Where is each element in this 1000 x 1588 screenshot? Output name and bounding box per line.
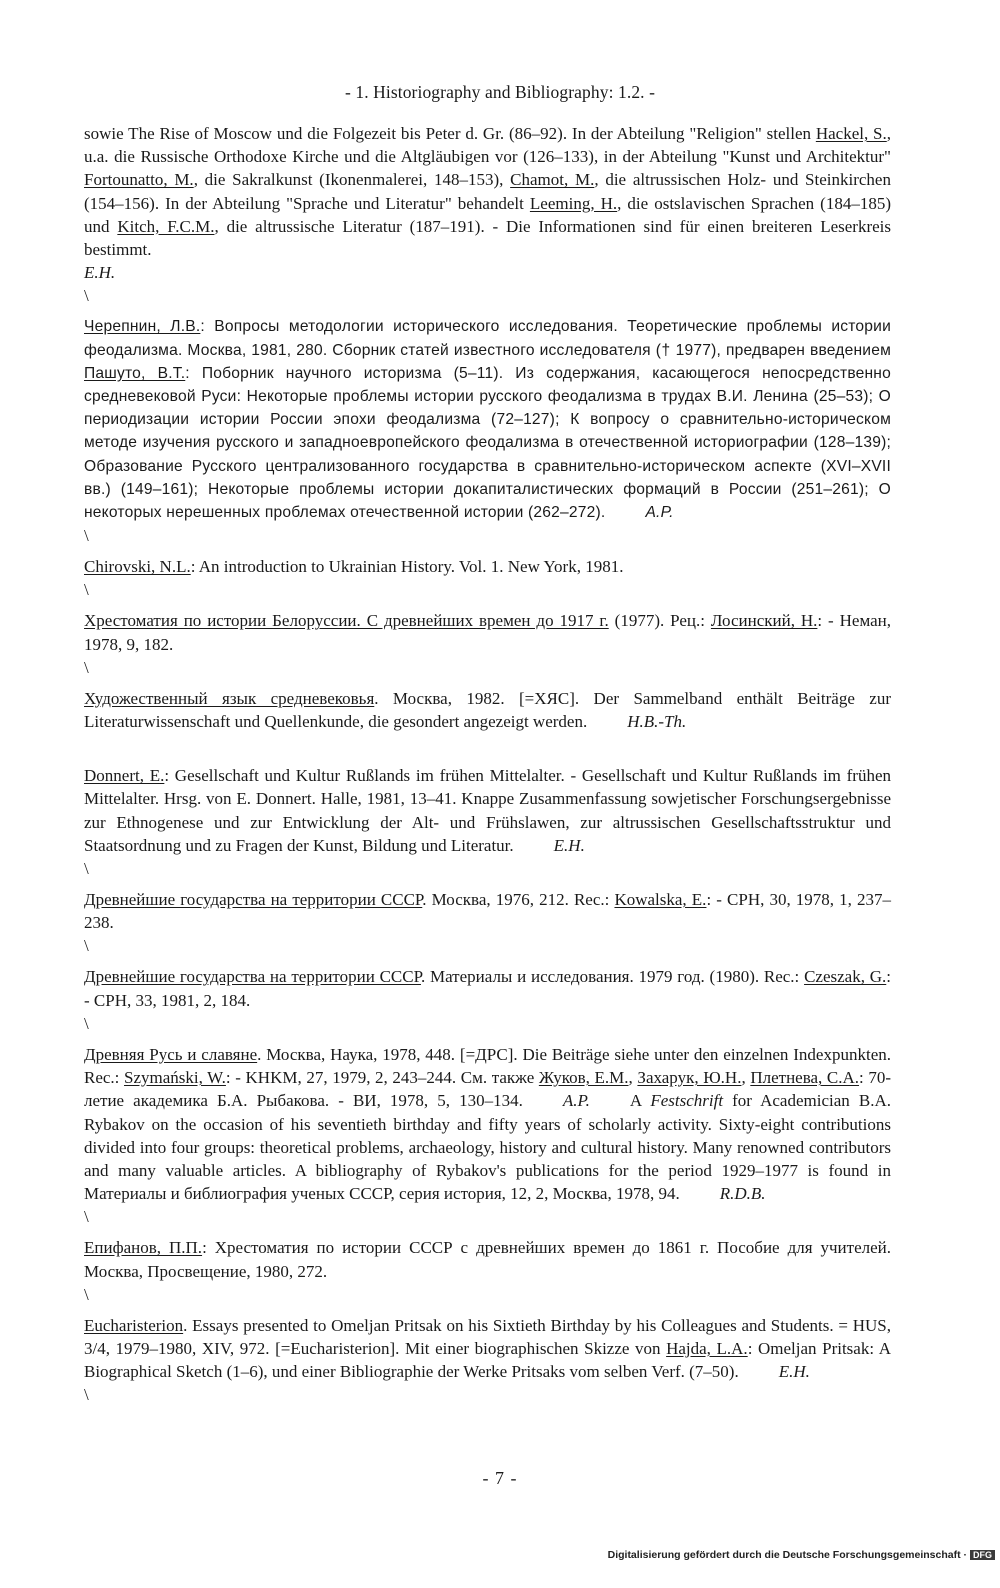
entry-text: A (629, 1091, 651, 1111)
entry-text: , die ostslavischen Sprachen (184–185) und (84, 193, 891, 236)
entry-continuation (84, 122, 891, 284)
entry (84, 315, 891, 524)
author-name: Захарук, Ю.Н. (637, 1068, 742, 1088)
entry (84, 888, 891, 934)
entry-text: : Omeljan Pritsak: A Biographical Sketch (1–6), und einer Bibliographie der Werke Pritsaks vom selben Verf. (7–50). (84, 1338, 891, 1382)
entry-text: . Москва, Наука, 1978, 448. [=ДРС]. Die Beiträge siehe unter den einzelnen Indexpunkten. Rec.: (84, 1044, 891, 1088)
entry-text: . Москва, 1982. [=ХЯС]. Der Sammelband enthält Beiträge zur Literaturwissenschaft und Quellenkunde, die gesondert angezeigt werden. (84, 688, 891, 732)
author-name: Лосинский, Н. (710, 611, 818, 631)
entry-separator: \ (84, 1385, 89, 1405)
dfg-logo: DFG (970, 1550, 995, 1560)
author-name: Kitch, F.C.M. (117, 216, 215, 236)
entry-text: , (741, 1068, 751, 1088)
entry-text: , (628, 1068, 638, 1088)
digitization-footer (600, 1549, 995, 1561)
entry-separator: \ (84, 936, 89, 956)
entry (84, 1236, 891, 1282)
reviewer-initials: A.P. (562, 1091, 590, 1111)
author-name: Плетнева, С.А. (750, 1068, 860, 1088)
entry-text: , u.a. die Russische Orthodoxe Kirche und die Altgläubigen vor (126–133), in der Abteilung "Kunst und Architektur" (84, 124, 892, 167)
entry (84, 965, 891, 1011)
reviewer-initials: E.H. (553, 835, 585, 855)
author-name: Chirovski, N.L. (84, 557, 191, 577)
entry-text: : Вопросы методологии исторического исследования. Теоретические проблемы истории феодализма. Москва, 1981, 280. Сборник статей известного исследователя († 1977), предварен введением (84, 318, 891, 359)
reviewer-initials: H.B.-Th. (627, 712, 687, 732)
author-name: Епифанов, П.П. (84, 1238, 203, 1258)
entry-separator: \ (84, 1207, 89, 1227)
entry-text: for Academician B.A. Rybakov on the occasion of his seventieth birthday and fifty years of scholarly activity. Sixty-eight contributions divided into four groups: theoretical problems, archaeology, history and cultural history. Many renowned contributors and many valuable articles. A bibliography of Rybakov's publications for the period 1929–1977 is found in Материалы и библиография ученых СССР, серия история, 12, 2, Москва, 1978, 94. (84, 1091, 891, 1204)
reviewer-initials: E.H. (84, 263, 116, 283)
entry-separator (84, 733, 891, 756)
reviewer-initials: E.H. (778, 1362, 810, 1382)
title-name: Художественный язык средневековья (84, 688, 375, 708)
entry-separator: \ (84, 1284, 89, 1304)
entry-text: . Essays presented to Omeljan Pritsak on his Sixtieth Birthday by his Colleagues and Students. = HUS, 3/4, 1979–1980, XIV, 972. [=Eucharisterion]. Mit einer biographischen Skizze von (84, 1315, 891, 1358)
title-name: Древнейшие государства на территории СССР (84, 967, 421, 987)
author-name: Hajda, L.A. (666, 1338, 748, 1358)
entry-text: : - CPH, 30, 1978, 1, 237–238. (84, 890, 892, 933)
entry-text: . Москва, 1976, 212. Rec.: (422, 890, 615, 910)
title-name: Хрестоматия по истории Белоруссии. С древнейших времен до 1917 г. (84, 611, 609, 631)
title-name: Древняя Русь и славяне (84, 1044, 258, 1064)
entry (84, 764, 891, 857)
entry (84, 555, 891, 578)
page-number: - 7 - (482, 1468, 518, 1488)
author-name: Chamot, M. (510, 170, 595, 190)
title-name: Древнейшие государства на территории СССР (84, 890, 423, 910)
entry-text: : - CPH, 33, 1981, 2, 184. (84, 967, 891, 1010)
entry-text: : - Неман, 1978, 9, 182. (84, 611, 891, 654)
entry (84, 687, 891, 733)
title-name: Eucharisterion (84, 1315, 184, 1335)
author-name: Черепнин, Л.В. (84, 318, 201, 336)
entry (84, 1043, 891, 1205)
reviewer-initials: A.P. (645, 504, 674, 522)
entry-separator: \ (84, 859, 89, 879)
entry-text: : 70-летие академика Б.А. Рыбакова. - ВИ, 1978, 5, 130–134. (84, 1068, 892, 1111)
entry-separator: \ (84, 1013, 89, 1033)
author-name: Fortounatto, M. (84, 170, 194, 190)
entry-text-italic: Festschrift (650, 1091, 724, 1111)
author-name: Kowalska, E. (614, 890, 707, 910)
entry-separator: \ (84, 580, 89, 600)
author-name: Leeming, H. (529, 193, 618, 213)
entry-separator: \ (84, 657, 89, 677)
bibliography-body (84, 122, 891, 1414)
author-name: Szymański, W. (124, 1068, 226, 1088)
entry-separator: \ (84, 526, 89, 546)
author-name: Пашуто, В.Т. (84, 364, 186, 382)
author-name: Жуков, Е.М. (538, 1068, 629, 1088)
running-header: - 1. Historiography and Bibliography: 1.2. - (344, 82, 656, 102)
entry-text: sowie The Rise of Moscow und die Folgezeit bis Peter d. Gr. (86–92). In der Abteilung "Religion" stellen (84, 124, 816, 143)
entry-separator: \ (84, 286, 89, 306)
author-name: Hackel, S. (815, 124, 887, 143)
entry (84, 1314, 891, 1384)
author-name: Donnert, E. (84, 766, 165, 786)
entry-text: (1977). Рец.: (608, 611, 711, 631)
footer-text: Digitalisierung gefördert durch die Deutsche Forschungsgemeinschaft · (607, 1549, 967, 1561)
entry-text: , die altrussische Literatur (187–191). - Die Informationen sind für einen breiteren Leserkreis bestimmt. (84, 216, 892, 260)
entry-text: , die altrussischen Holz- und Steinkirchen (154–156). In der Abteilung "Sprache und Literatur" behandelt (84, 170, 891, 213)
entry-text: : - KHKM, 27, 1979, 2, 243–244. См. также (225, 1068, 539, 1088)
entry (84, 609, 891, 655)
entry-text: : Хрестоматия по истории СССР с древнейших времен до 1861 г. Пособие для учителей. Москва, Просвещение, 1980, 272. (84, 1238, 892, 1281)
entry-text: . Материалы и исследования. 1979 год. (1980). Rec.: (420, 967, 805, 987)
entry-text: : An introduction to Ukrainian History. Vol. 1. New York, 1981. (190, 557, 624, 577)
entry-text: : Поборник научного историзма (5–11). Из содержания, касающегося непосредственно средневековой Руси: Некоторые проблемы истории русского феодализма в трудах В.И. Ленина (25–53); О периодизации истории России эпохи феодализма (72–127); К вопросу о сравнительно-историческом методе изучения русского и западноевропейского феодализма в отечественной историографии (128–139); Образование Русского централизованного государства в сравнительно-историческом аспекте (XVI–XVII вв.) (149–161); Некоторые проблемы истории докапиталистических формаций в России (251–261); О некоторых нерешенных проблемах отечественной истории (262–272). (84, 364, 891, 522)
author-name: Czeszak, G. (804, 967, 887, 987)
reviewer-initials: R.D.B. (719, 1184, 766, 1204)
entry-text: : Gesellschaft und Kultur Rußlands im frühen Mittelalter. - Gesellschaft und Kultur Rußlands im frühen Mittelalter. Hrsg. von E. Donnert. Halle, 1981, 13–41. Knappe Zusammenfassung sowjetischer Forschungsergebnisse zur Ethnogenese und zur Entwicklung der Alt- und Frühslawen, zur altrussischen Gesellschaftsstruktur und Staatsordnung und zu Fragen der Kunst, Bildung und Literatur. (84, 766, 892, 855)
entry-text: , die Sakralkunst (Ikonenmalerei, 148–153), (193, 170, 511, 190)
